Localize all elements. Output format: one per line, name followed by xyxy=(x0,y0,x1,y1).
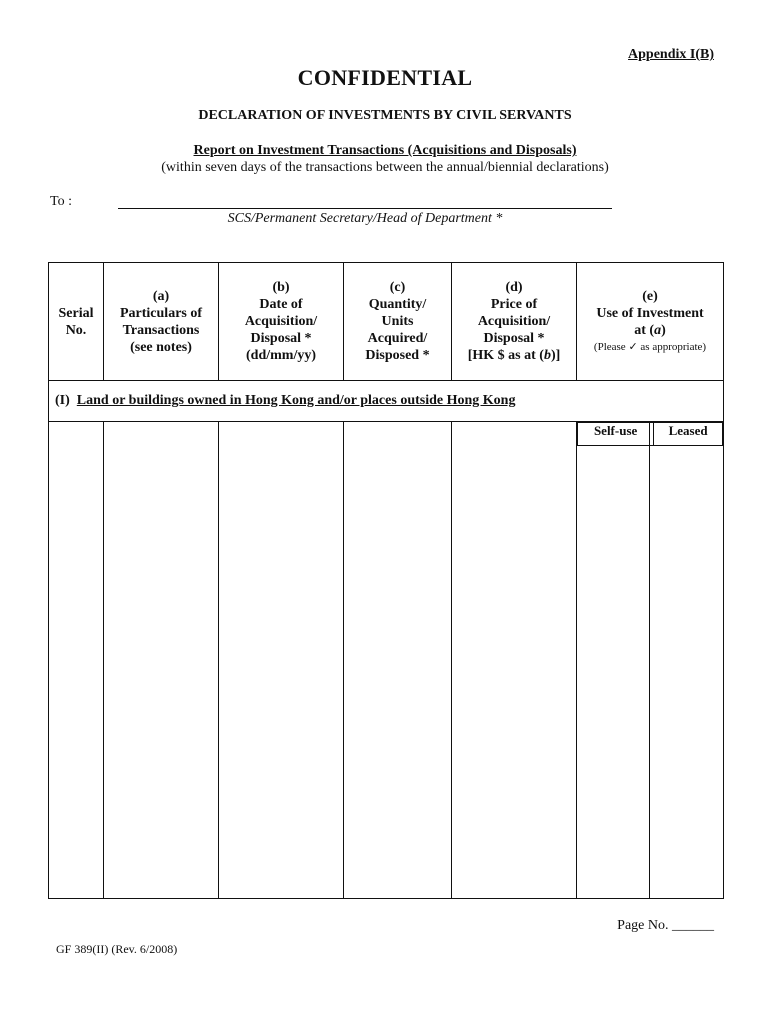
report-subtitle: (within seven days of the transactions between the annual/biennial declarations) xyxy=(161,160,609,175)
header-row xyxy=(49,263,724,381)
quantity-cell[interactable] xyxy=(344,422,452,899)
col-serial-header: Serial No. xyxy=(49,263,104,381)
particulars-cell[interactable] xyxy=(104,422,219,899)
form-code: GF 389(II) (Rev. 6/2008) xyxy=(56,942,178,956)
investment-table xyxy=(48,262,724,899)
use-cell xyxy=(577,422,724,899)
col-c-header: (c) Quantity/ Units Acquired/ Disposed * xyxy=(344,263,452,381)
declaration-title: DECLARATION OF INVESTMENTS BY CIVIL SERVANTS xyxy=(198,108,572,123)
use-column-divider xyxy=(649,422,650,898)
col-e-header: (e) Use of Investment at (a) (Please ✓ as appropriate) xyxy=(577,263,724,381)
price-cell[interactable] xyxy=(452,422,577,899)
section-row xyxy=(49,381,724,422)
appendix-label: Appendix I(B) xyxy=(628,47,714,62)
section-heading: (I) Land or buildings owned in Hong Kong and/or places outside Hong Kong xyxy=(49,381,724,422)
col-b-header: (b) Date of Acquisition/ Disposal * (dd/mm/yy) xyxy=(219,263,344,381)
to-label: To : xyxy=(50,194,72,209)
checkmark-icon: ✓ xyxy=(628,340,638,353)
self-use-header: Self-use xyxy=(578,423,654,446)
use-subtable xyxy=(577,422,723,446)
report-title: Report on Investment Transactions (Acquisitions and Disposals) xyxy=(193,143,577,158)
page-number-label: Page No. ______ xyxy=(617,918,714,933)
serial-cell[interactable] xyxy=(49,422,104,899)
col-d-header: (d) Price of Acquisition/ Disposal * [HK $ as at (b)] xyxy=(452,263,577,381)
entry-row xyxy=(49,422,724,899)
leased-header: Leased xyxy=(654,423,723,446)
confidential-heading: CONFIDENTIAL xyxy=(297,65,473,90)
to-caption: SCS/Permanent Secretary/Head of Department * xyxy=(227,211,503,226)
col-a-header: (a) Particulars of Transactions (see notes) xyxy=(104,263,219,381)
date-cell[interactable] xyxy=(219,422,344,899)
to-recipient-line[interactable] xyxy=(118,208,612,209)
